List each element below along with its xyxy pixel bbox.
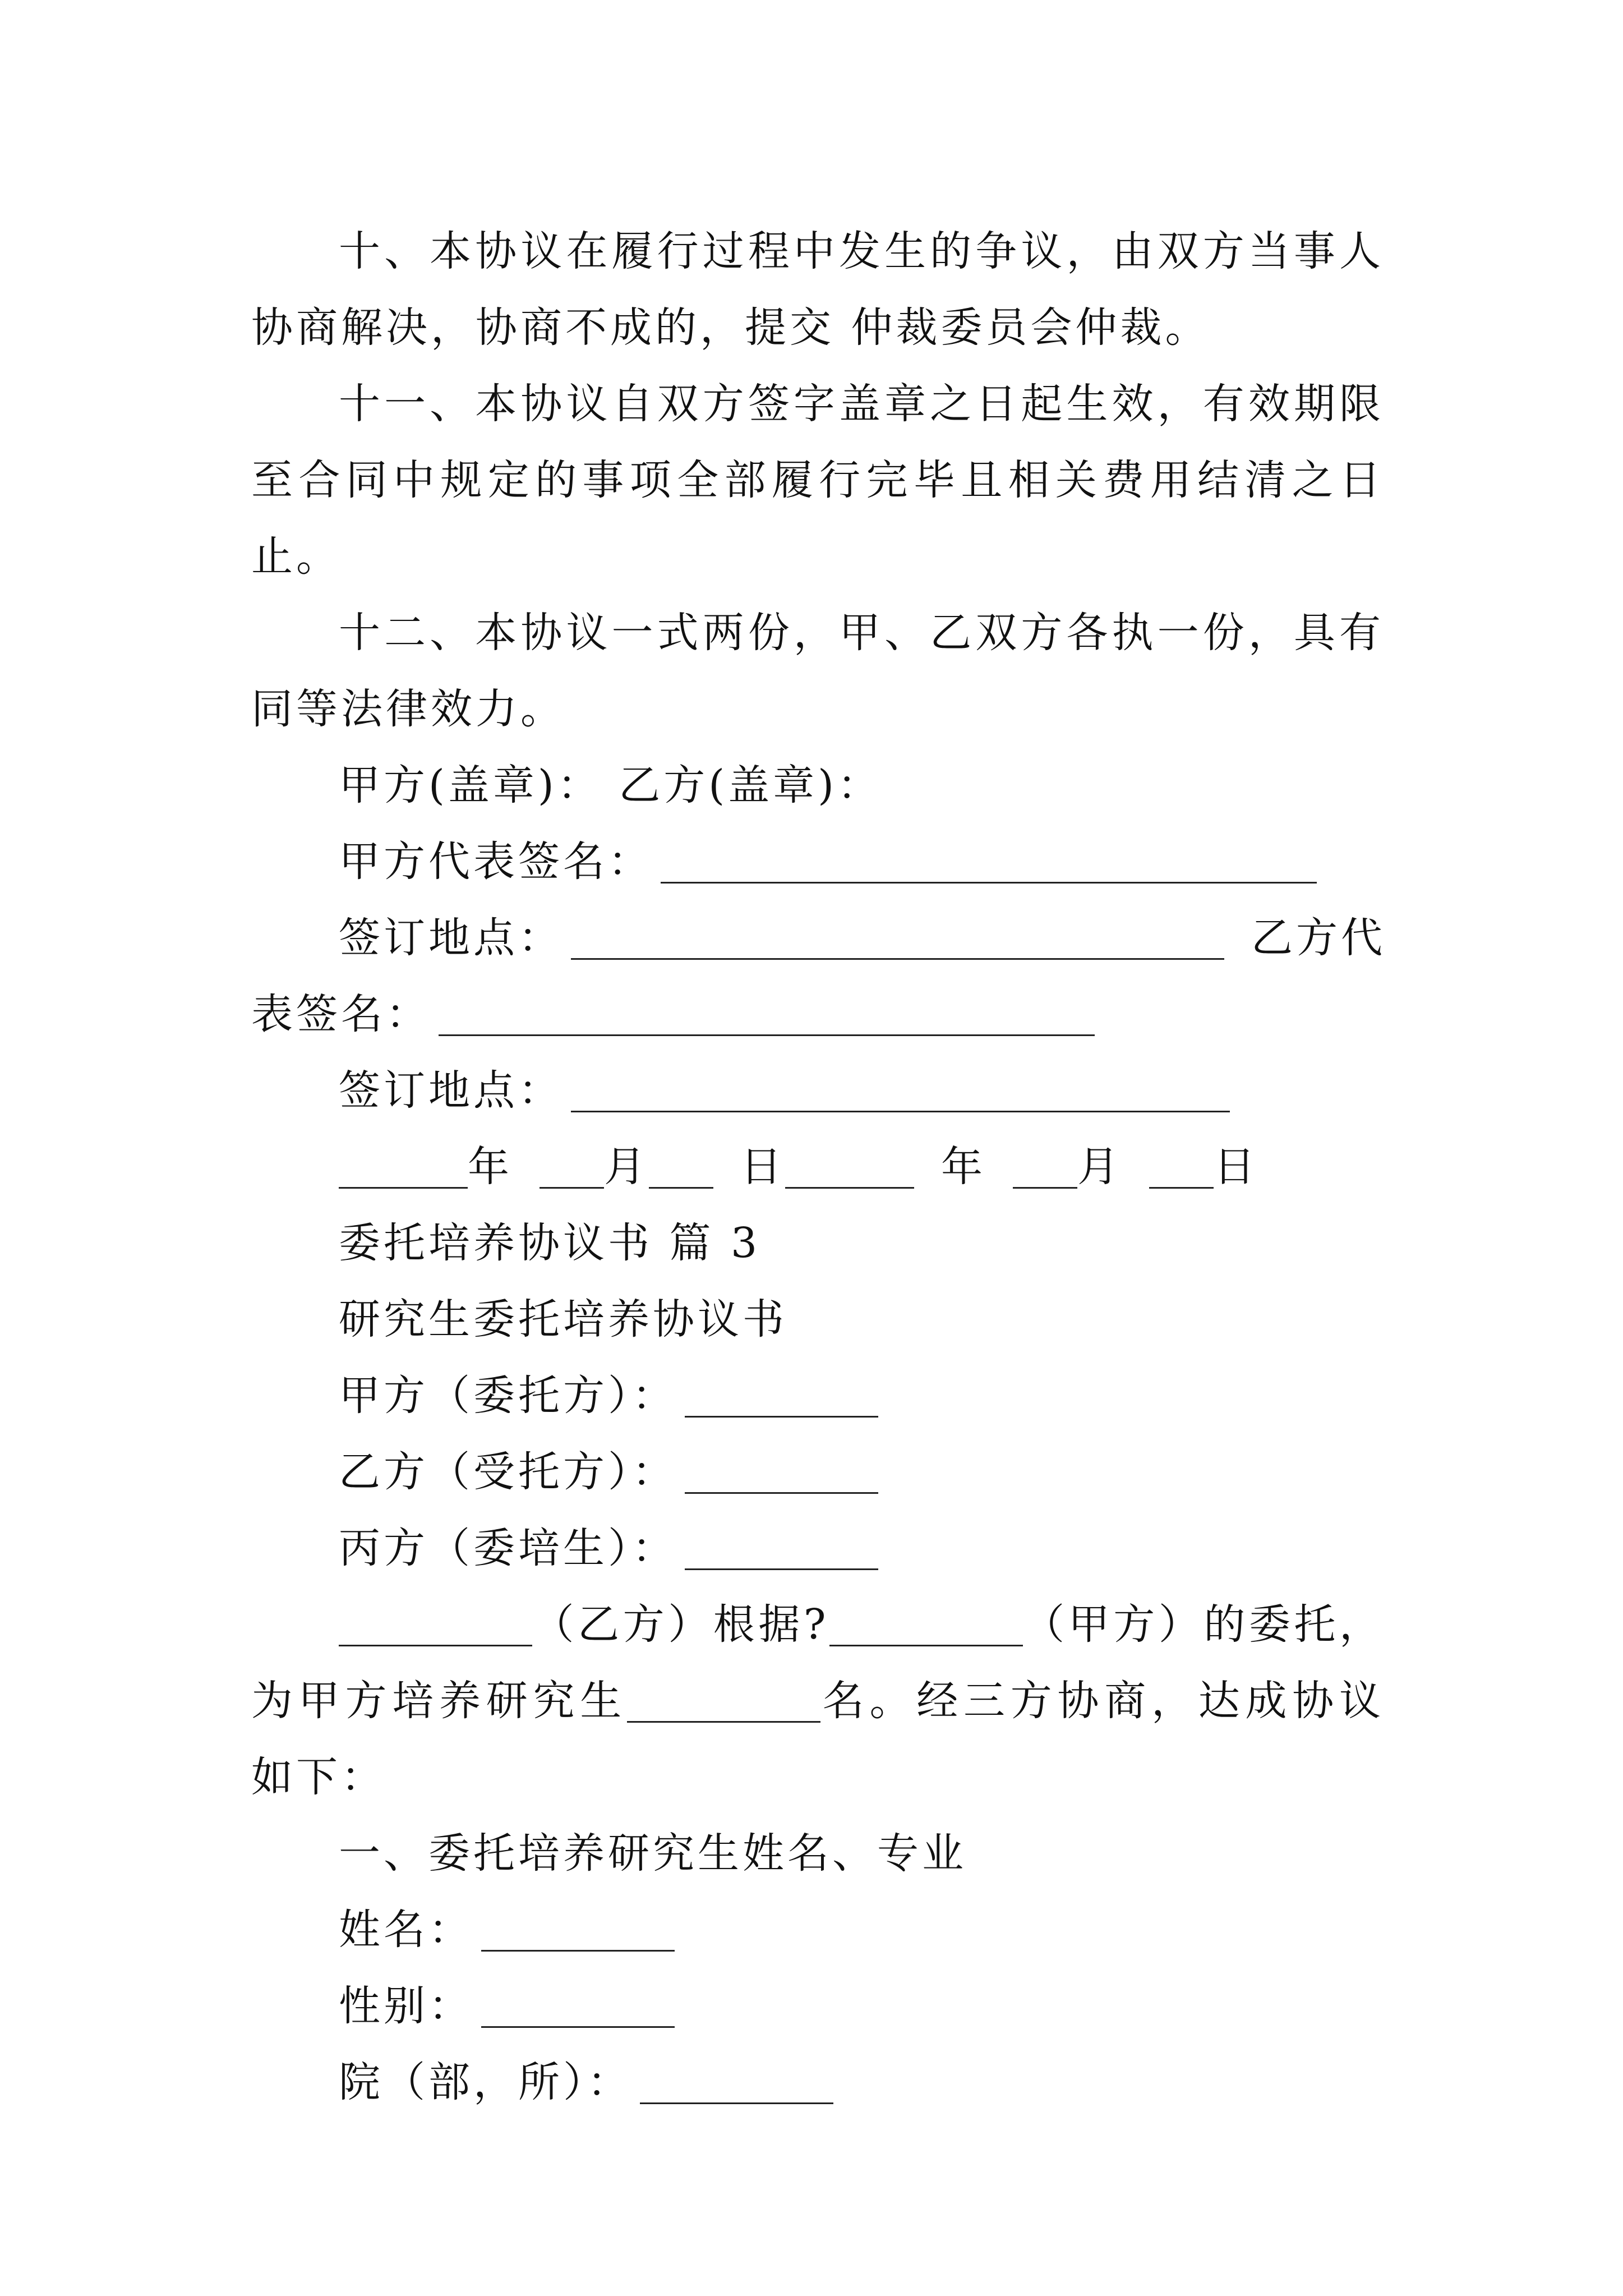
gender-blank (481, 2026, 675, 2028)
seal-line: 甲方(盖章)： 乙方(盖章)： (339, 761, 883, 809)
party-a-rep-blank (661, 882, 1317, 884)
month-label-a: 月 (604, 1143, 649, 1191)
party-b-label: 乙方（受托方）： (339, 1448, 677, 1496)
party-a-line (251, 1358, 1384, 1434)
dept-blank (640, 2102, 833, 2104)
party-b-rep-line (251, 976, 1384, 1052)
day-label-b: 日 (1214, 1143, 1258, 1191)
intro-seg-1: （乙方）根据? (532, 1600, 829, 1649)
place-label-2: 签订地点： (339, 1066, 563, 1115)
section-heading: 委托培养协议书 篇 3 (339, 1219, 761, 1267)
document-body (251, 213, 1384, 2120)
party-a-rep-line (251, 823, 1384, 900)
place-blank-2 (571, 1111, 1230, 1112)
party-a-rep-label: 甲方代表签名： (339, 838, 653, 886)
place-label-1: 签订地点： (339, 914, 563, 962)
intro-blank-3 (627, 1721, 820, 1723)
intro-blank-1 (339, 1645, 532, 1646)
intro-paragraph (251, 1586, 1384, 1815)
month-blank-b (1013, 1187, 1077, 1189)
month-blank-a (540, 1187, 604, 1189)
name-label: 姓名： (339, 1906, 473, 1954)
day-blank-b (1149, 1187, 1214, 1189)
party-b-rep-label-start: 乙方代 (1251, 914, 1386, 962)
dept-line (251, 2044, 1384, 2120)
party-b-rep-blank (439, 1034, 1095, 1036)
intro-seg-2: （甲方）的委托，为甲方培养研究生 (251, 1600, 1384, 1725)
party-a-label: 甲方（委托方）： (339, 1372, 677, 1420)
clause-11: 十一、本协议自双方签字盖章之日起生效，有效期限至合同中规定的事项全部履行完毕且相关费用结清之日止。 (251, 380, 1384, 581)
place-blank-1 (571, 958, 1224, 960)
month-label-b: 月 (1077, 1143, 1122, 1191)
year-label-b: 年 (941, 1143, 986, 1191)
intro-seg-3: 名。经三方协商，达成协议如下： (251, 1677, 1384, 1801)
party-b-blank (685, 1492, 878, 1494)
date-line (251, 1129, 1384, 1205)
party-b-line (251, 1434, 1384, 1510)
place-line-2 (251, 1052, 1384, 1129)
day-label-a: 日 (740, 1143, 785, 1191)
clause-10: 十、本协议在履行过程中发生的争议，由双方当事人协商解决，协商不成的，提交 仲裁委员会仲裁。 (251, 227, 1384, 352)
clause-1-heading: 一、委托培养研究生姓名、专业 (339, 1829, 967, 1878)
intro-blank-2 (829, 1645, 1023, 1646)
clause-12: 十二、本协议一式两份，甲、乙双方各执一份，具有同等法律效力。 (251, 609, 1384, 733)
party-a-blank (685, 1416, 878, 1418)
year-blank-b (850, 1187, 914, 1189)
party-b-rep-label-end: 表签名： (251, 990, 431, 1038)
agreement-title: 研究生委托培养协议书 (339, 1295, 787, 1343)
party-c-label: 丙方（委培生）： (339, 1524, 677, 1572)
name-blank (481, 1950, 675, 1952)
name-line (251, 1892, 1384, 1968)
year-blank-a (339, 1187, 468, 1189)
gender-line (251, 1968, 1384, 2044)
year-label-a: 年 (468, 1143, 513, 1191)
dept-label: 院（部，所）： (339, 2058, 632, 2106)
party-c-line (251, 1510, 1384, 1586)
place-line-1 (251, 900, 1384, 976)
day-blank-a (649, 1187, 713, 1189)
spacer-blank-b (785, 1187, 850, 1189)
party-c-blank (685, 1568, 878, 1570)
gender-label: 性别： (339, 1982, 473, 2030)
